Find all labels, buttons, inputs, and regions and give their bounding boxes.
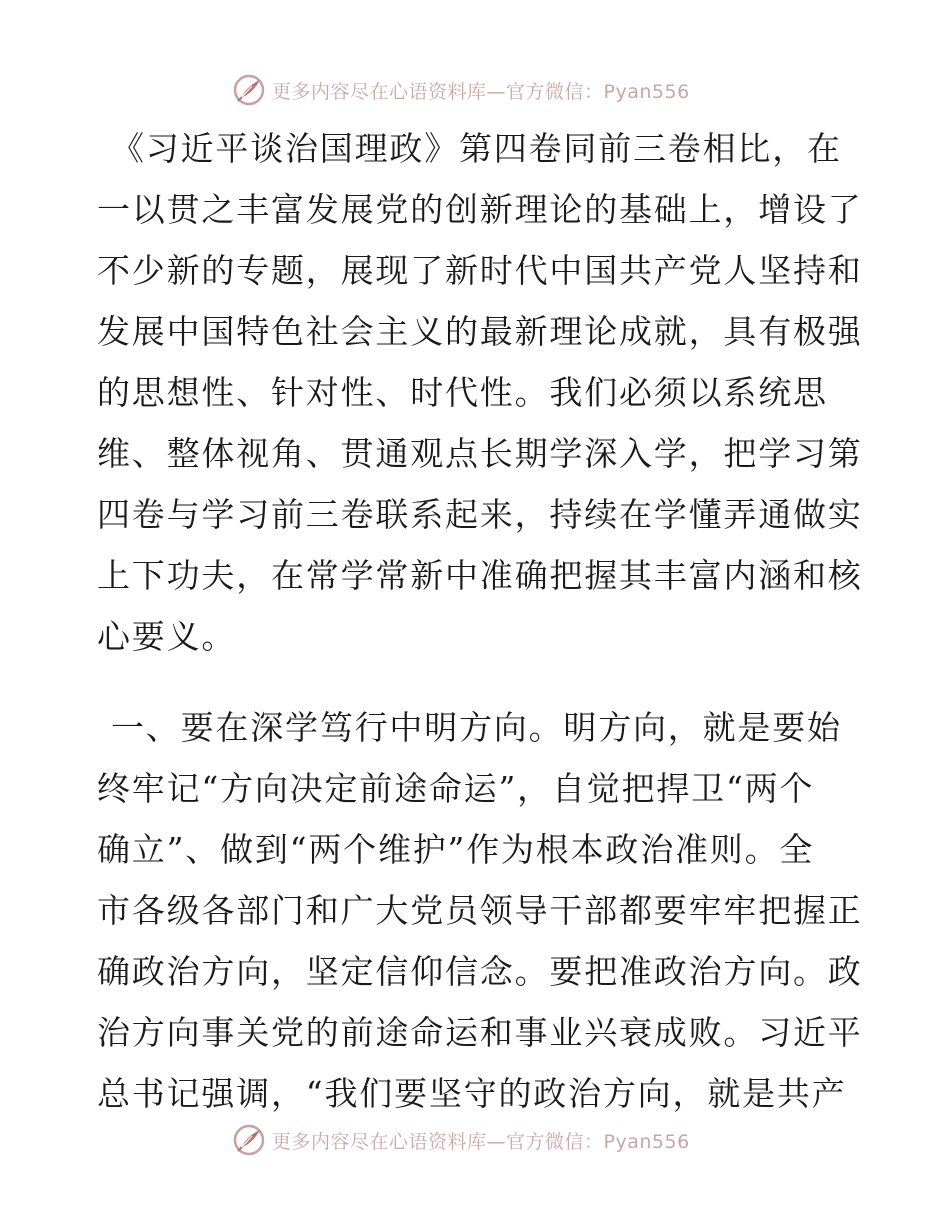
paragraph-spacer [97, 667, 857, 697]
text-line: 终牢记“方向决定前途命运”，自觉把捍卫“两个 [97, 769, 815, 808]
footer-watermark [232, 1122, 752, 1158]
text-line: 心要义。 [97, 617, 237, 656]
feather-pen-icon [232, 73, 266, 107]
document-body [97, 118, 863, 1124]
paragraph-1 [97, 118, 863, 667]
text-line: 发展中国特色社会主义的最新理论成就，具有极强 [97, 312, 863, 351]
text-line: 一以贯之丰富发展党的创新理论的基础上，增设了 [97, 190, 863, 229]
text-line: 上下功夫，在常学常新中准确把握其丰富内涵和核 [97, 556, 863, 595]
text-line: 维、整体视角、贯通观点长期学深入学，把学习第 [97, 434, 863, 473]
text-line: 确立”、做到“两个维护”作为根本政治准则。全 [97, 830, 815, 869]
text-line: 确政治方向，坚定信仰信念。要把准政治方向。政 [97, 952, 863, 991]
watermark-text: 更多内容尽在心语资料库—官方微信：Pyan556 [272, 1130, 690, 1153]
paragraph-2 [97, 697, 863, 1124]
text-line: 一、要在深学笃行中明方向。明方向，就是要始 [111, 708, 842, 747]
text-line: 《习近平谈治国理政》第四卷同前三卷相比，在 [111, 129, 842, 168]
text-line: 四卷与学习前三卷联系起来，持续在学懂弄通做实 [97, 495, 863, 534]
header-watermark [232, 72, 752, 108]
text-line: 市各级各部门和广大党员领导干部都要牢牢把握正 [97, 891, 863, 930]
watermark-text: 更多内容尽在心语资料库—官方微信：Pyan556 [272, 80, 690, 103]
text-line: 总书记强调，“我们要坚守的政治方向，就是共产 [97, 1074, 847, 1113]
text-line: 的思想性、针对性、时代性。我们必须以系统思 [97, 373, 828, 412]
feather-pen-icon [232, 1123, 266, 1157]
text-line: 不少新的专题，展现了新时代中国共产党人坚持和 [97, 251, 863, 290]
text-line: 治方向事关党的前途命运和事业兴衰成败。习近平 [97, 1013, 863, 1052]
